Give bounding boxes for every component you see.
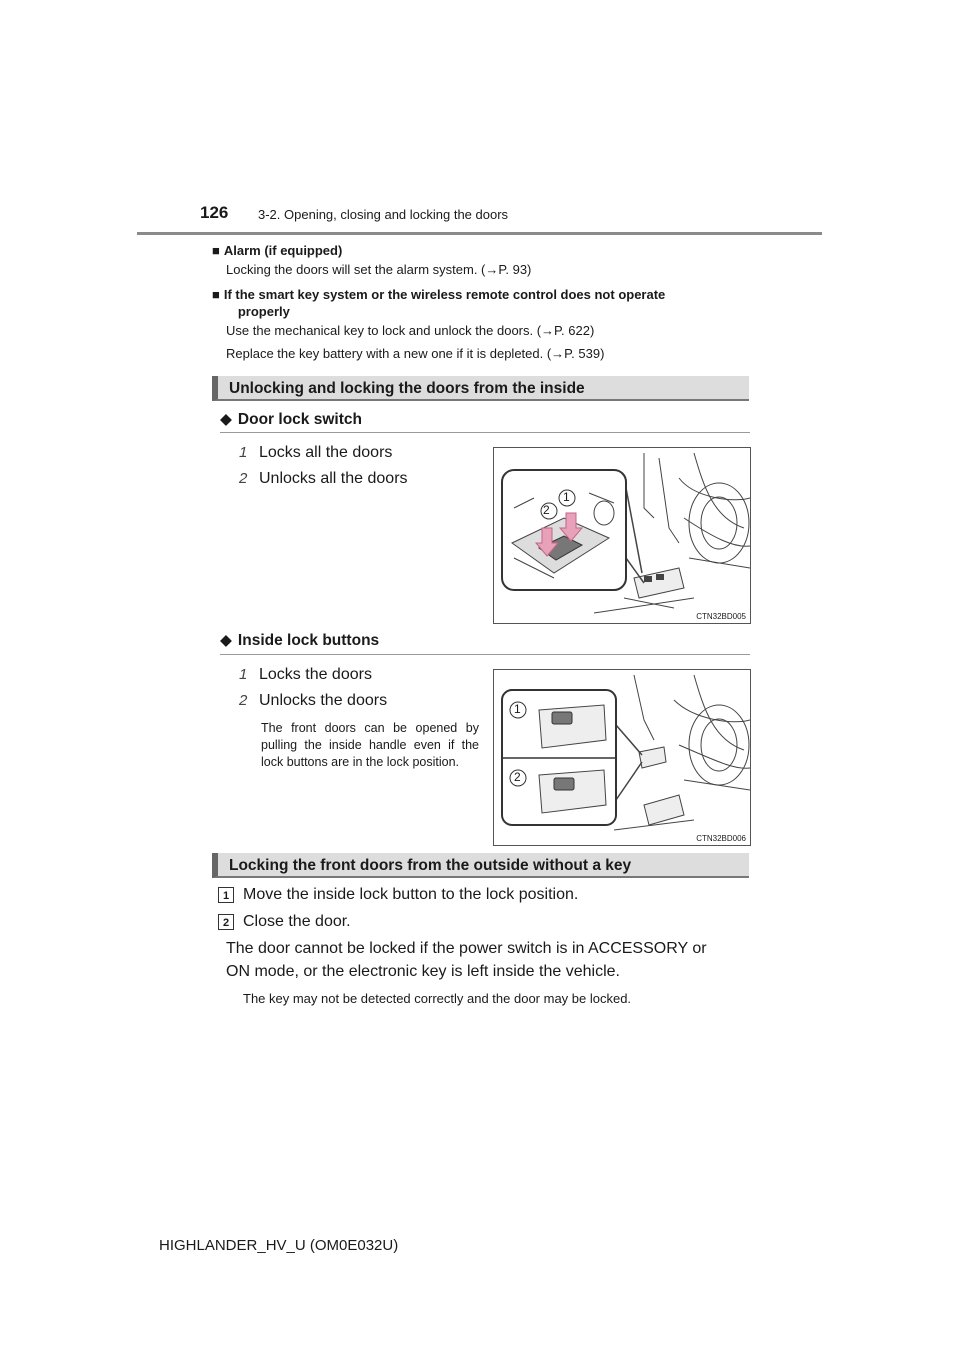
detection-note: The key may not be detected correctly and the door may be locked. bbox=[243, 991, 632, 1006]
callout-2: 2 bbox=[514, 770, 521, 784]
step-unlock-doors: 2 Unlocks the doors bbox=[239, 692, 388, 709]
step-close-door: Close the door. bbox=[243, 913, 351, 930]
footer-model-code: HIGHLANDER_HV_U (OM0E032U) bbox=[159, 1237, 399, 1254]
paragraph-line-2: ON mode, or the electronic key is left inside the vehicle. bbox=[226, 963, 620, 980]
door-lock-switch-illustration bbox=[493, 447, 751, 624]
chapter-title: 3-2. Opening, closing and locking the doors bbox=[258, 207, 509, 222]
step-unlock-all: 2 Unlocks all the doors bbox=[239, 470, 408, 487]
note-title-alarm: ■ Alarm (if equipped) bbox=[212, 243, 342, 258]
inside-handle-note: The front doors can be opened by pulling the inside handle even if the lock buttons are in the lock position. bbox=[261, 721, 479, 769]
subheading-inside-lock-buttons: ◆ Inside lock buttons bbox=[220, 632, 380, 649]
note-text-mechanical-key: Use the mechanical key to lock and unlock the doors. (→P. 622) bbox=[226, 323, 595, 338]
figure-code: CTN32BD006 bbox=[696, 834, 746, 843]
step-number-box: 1 bbox=[218, 887, 234, 903]
page-number: 126 bbox=[200, 203, 229, 222]
paragraph-line-1: The door cannot be locked if the power switch is in ACCESSORY or bbox=[226, 940, 707, 957]
note-text-battery: Replace the key battery with a new one if it is depleted. (→P. 539) bbox=[226, 346, 605, 361]
callout-2: 2 bbox=[543, 503, 550, 517]
note-text-alarm: Locking the doors will set the alarm system. (→P. 93) bbox=[226, 262, 532, 277]
diamond-icon: ◆ bbox=[220, 632, 232, 649]
figure-code: CTN32BD005 bbox=[696, 612, 746, 621]
subheading-rule bbox=[220, 432, 750, 433]
note-title-smart-key-cont: ■ properly bbox=[226, 304, 290, 319]
step-number-box: 2 bbox=[218, 914, 234, 930]
callout-1: 1 bbox=[514, 702, 521, 716]
step-move-lock-button: Move the inside lock button to the lock position. bbox=[243, 886, 579, 903]
step-lock-doors: 1 Locks the doors bbox=[239, 666, 372, 683]
note-title-smart-key: ■ If the smart key system or the wireless remote control does not operate bbox=[212, 287, 665, 302]
section-header-outside: Locking the front doors from the outside without a key bbox=[212, 853, 749, 878]
inside-lock-buttons-illustration bbox=[493, 669, 751, 846]
section-header-inside: Unlocking and locking the doors from the inside bbox=[212, 376, 749, 401]
subheading-rule bbox=[220, 654, 750, 655]
header-divider bbox=[137, 232, 822, 235]
diamond-icon: ◆ bbox=[220, 411, 232, 428]
callout-1: 1 bbox=[563, 490, 570, 504]
subheading-door-lock-switch: ◆ Door lock switch bbox=[220, 411, 362, 428]
step-lock-all: 1 Locks all the doors bbox=[239, 444, 393, 461]
